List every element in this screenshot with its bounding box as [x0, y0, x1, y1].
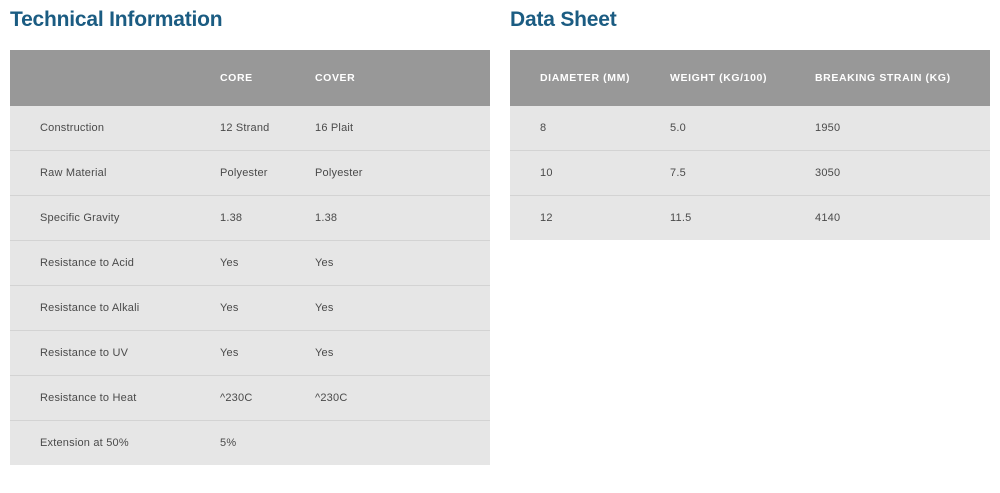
data-sheet-table-head: [510, 50, 990, 106]
cell-cover: ^230C: [315, 376, 490, 421]
cell-property: Extension at 50%: [40, 437, 129, 449]
cell-core: 1.38: [220, 196, 315, 241]
table-header-row: [510, 50, 990, 106]
column-header-property: [10, 50, 220, 106]
cell-breaking-strain: 3050: [815, 151, 990, 196]
technical-table-body: [10, 106, 490, 465]
table-row: [510, 106, 990, 151]
technical-information-table-wrap: [10, 50, 490, 465]
data-sheet-title: Data Sheet: [510, 8, 617, 31]
table-row: [510, 151, 990, 196]
cell-weight: 7.5: [670, 151, 815, 196]
cell-property: Construction: [10, 106, 220, 151]
technical-information-title: Technical Information: [10, 8, 223, 31]
cell-property: Specific Gravity: [10, 196, 220, 241]
column-header-diameter: DIAMETER (MM): [510, 50, 670, 106]
table-row: [10, 286, 490, 331]
cell-weight: 5.0: [670, 106, 815, 151]
technical-information-table: [10, 50, 490, 465]
cell-core: Yes: [220, 331, 315, 376]
cell-core: ^230C: [220, 376, 315, 421]
data-sheet-table-wrap: [510, 50, 990, 240]
cell-cover: [315, 421, 490, 466]
cell-core: Yes: [220, 241, 315, 286]
cell-core: 12 Strand: [220, 106, 315, 151]
table-row: [510, 196, 990, 241]
column-header-cover: COVER: [315, 50, 490, 106]
cell-breaking-strain: 4140: [815, 212, 841, 224]
table-row: [10, 376, 490, 421]
table-row: [10, 106, 490, 151]
cell-property: Raw Material: [10, 151, 220, 196]
table-row: [10, 331, 490, 376]
cell-cover: Yes: [315, 331, 490, 376]
table-row: [10, 196, 490, 241]
cell-diameter: 10: [510, 151, 670, 196]
table-row: [10, 241, 490, 286]
cell-property: Resistance to Acid: [10, 241, 220, 286]
cell-core: Polyester: [220, 151, 315, 196]
column-header-breaking-strain: BREAKING STRAIN (KG): [815, 50, 990, 106]
cell-diameter: 12: [540, 212, 553, 224]
cell-property: Resistance to UV: [10, 331, 220, 376]
cell-cover: Polyester: [315, 151, 490, 196]
column-header-weight: WEIGHT (KG/100): [670, 50, 815, 106]
cell-weight: 11.5: [670, 212, 692, 224]
data-sheet-table: [510, 50, 990, 240]
data-sheet-table-body: [510, 106, 990, 240]
table-row: [10, 151, 490, 196]
table-row: [10, 421, 490, 466]
column-header-core: CORE: [220, 50, 315, 106]
cell-breaking-strain: 1950: [815, 106, 990, 151]
cell-cover: Yes: [315, 286, 490, 331]
cell-diameter: 8: [510, 106, 670, 151]
data-sheet-panel: [510, 0, 990, 240]
cell-property: Resistance to Heat: [10, 376, 220, 421]
cell-property: Resistance to Alkali: [10, 286, 220, 331]
cell-cover: Yes: [315, 241, 490, 286]
cell-core: Yes: [220, 286, 315, 331]
cell-cover: 1.38: [315, 196, 490, 241]
cell-core: 5%: [220, 437, 237, 449]
table-header-row: [10, 50, 490, 106]
technical-information-panel: [10, 0, 490, 465]
technical-table-head: [10, 50, 490, 106]
cell-cover: 16 Plait: [315, 106, 490, 151]
